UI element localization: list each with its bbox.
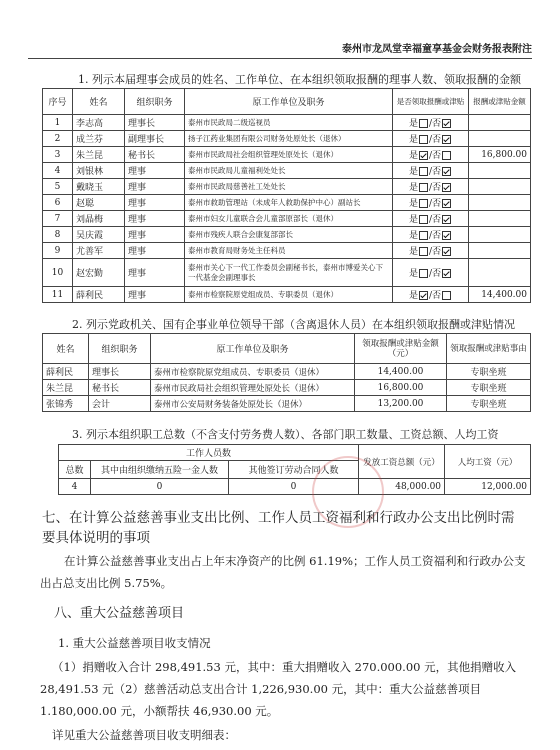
row-unit: 泰州市民政局社会组织管理处原处长（退休） [185,147,393,163]
paid-choice: 是 /否 [393,131,469,147]
no-label: 否 [432,269,442,279]
checkbox-icon [419,247,428,256]
row-no: 5 [43,179,73,195]
row-role: 理事 [125,179,185,195]
no-label: 否 [432,183,442,193]
row-name: 朱兰昆 [73,147,125,163]
row-amount [469,179,531,195]
section8-title: 八、重大公益慈善项目 [54,606,185,621]
officials-table [42,333,531,412]
section8-note: 详见重大公益慈善项目收支明细表： [52,728,236,742]
checkbox-icon [442,167,451,176]
no-label: 否 [432,231,442,241]
row-name: 赵聪 [73,195,125,211]
row-role: 理事 [125,227,185,243]
paid-choice: 是 /否 [393,227,469,243]
checkbox-icon [419,183,428,192]
table-row [43,259,531,287]
table-row [43,380,531,396]
row-no: 9 [43,243,73,259]
col-header: 姓名 [43,334,89,364]
yes-label: 是 [408,151,418,161]
avg-header: 人均工资（元） [445,445,531,479]
checkbox-icon [419,135,428,144]
yes-label: 是 [408,199,418,209]
yes-label: 是 [408,215,418,225]
paid-choice: 是 /否 [393,179,469,195]
col-header: 报酬或津贴金额 [469,89,531,115]
table-row [43,211,531,227]
section7-text: 在计算公益慈善事业支出占上年末净资产的比例 61.19%；工作人员工资福利和行政办公支出占总支出比例 5.75%。 [40,554,526,590]
paid-choice: 是 /否 [393,195,469,211]
yes-label: 是 [408,231,418,241]
table-row [43,147,531,163]
row-unit: 泰州市民政局儿童福利处处长 [185,163,393,179]
row-name: 吴庆霞 [73,227,125,243]
table-row [43,115,531,131]
table-row [43,396,531,412]
row-unit: 泰州市妇女儿童联合会儿童部原部长（退休） [185,211,393,227]
no-label: 否 [432,291,442,301]
no-label: 否 [432,167,442,177]
row-unit: 泰州市检察院原党组成员、专职委员（退休） [151,364,355,380]
salary-header: 发放工资总额（元） [359,445,445,479]
table-row [43,227,531,243]
paid-choice: 是 /否 [393,115,469,131]
staff-table [58,444,531,495]
no-label: 否 [432,151,442,161]
yes-label: 是 [408,247,418,257]
checkbox-icon [442,291,451,300]
checkbox-icon [419,167,428,176]
avg-cell: 12,000.00 [445,479,531,495]
yes-label: 是 [408,119,418,129]
row-name: 张锦秀 [43,396,89,412]
row-reason: 专职坐班 [447,380,531,396]
row-unit: 泰州市残疾人联合会康复部部长 [185,227,393,243]
row-no: 1 [43,115,73,131]
insured-header: 其中由组织缴纳五险一金人数 [91,461,229,479]
col-header: 领取报酬或津贴金额（元） [355,334,447,364]
checkbox-icon [419,151,428,160]
no-label: 否 [432,135,442,145]
table-row [43,179,531,195]
checkbox-icon [419,199,428,208]
row-no: 8 [43,227,73,243]
row-amount [469,243,531,259]
paid-choice: 是 /否 [393,259,469,287]
row-unit: 泰州市民政局二级巡视员 [185,115,393,131]
row-name: 成兰芬 [73,131,125,147]
row-reason: 专职坐班 [447,396,531,412]
row-unit: 泰州市民政局慈善社工处处长 [185,179,393,195]
row-amount [469,131,531,147]
yes-label: 是 [408,269,418,279]
yes-label: 是 [408,167,418,177]
col-header: 组织职务 [89,334,151,364]
table-row [43,131,531,147]
yes-label: 是 [408,183,418,193]
row-name: 薛利民 [43,364,89,380]
row-no: 6 [43,195,73,211]
table-row [43,195,531,211]
col-header: 原工作单位及职务 [185,89,393,115]
row-amount [469,115,531,131]
total-header: 总数 [59,461,91,479]
section7-title: 七、在计算公益慈善事业支出比例、工作人员工资福利和行政办公支出比例时需要具体说明的事项 [42,510,515,546]
row-unit: 泰州市关心下一代工作委员会副秘书长，泰州市博爱关心下一代基金会副理事长 [185,259,393,287]
checkbox-icon [442,269,451,278]
row-amount: 16,800.00 [469,147,531,163]
table-row [59,479,531,495]
row-role: 会计 [89,396,151,412]
no-label: 否 [432,247,442,257]
paid-choice: 是 /否 [393,211,469,227]
row-name: 薛利民 [73,287,125,303]
checkbox-icon [419,269,428,278]
col-header: 姓名 [73,89,125,115]
row-no: 10 [43,259,73,287]
row-amount [469,227,531,243]
row-reason: 专职坐班 [447,364,531,380]
row-role: 理事 [125,243,185,259]
checkbox-icon [419,215,428,224]
col-header: 序号 [43,89,73,115]
row-name: 李志高 [73,115,125,131]
row-name: 赵宏勤 [73,259,125,287]
row-amount: 13,200.00 [355,396,447,412]
section1-title: 1. 列示本届理事会成员的姓名、工作单位、在本组织领取报酬的理事人数、领取报酬的金额 [78,73,521,86]
paid-choice: 是 /否 [393,287,469,303]
row-name: 尤善军 [73,243,125,259]
row-unit: 泰州市教育局财务处主任科员 [185,243,393,259]
col-header: 组织职务 [125,89,185,115]
row-amount [469,195,531,211]
page-header: 泰州市龙凤堂幸福童享基金会财务报表附注 [28,40,532,59]
row-role: 理事 [125,287,185,303]
staff-group-header: 工作人员数 [59,445,359,461]
no-label: 否 [432,215,442,225]
col-header: 原工作单位及职务 [151,334,355,364]
checkbox-icon [419,119,428,128]
table-row [43,364,531,380]
row-amount [469,259,531,287]
row-name: 刘晶梅 [73,211,125,227]
paid-choice: 是 /否 [393,147,469,163]
yes-label: 是 [408,135,418,145]
paid-choice: 是 /否 [393,243,469,259]
total-cell: 4 [59,479,91,495]
table-row [43,243,531,259]
row-unit: 泰州市检察院原党组成员、专职委员（退休） [185,287,393,303]
section2-title: 2. 列示党政机关、国有企事业单位领导干部（含离退休人员）在本组织领取报酬或津贴情况 [72,318,515,331]
checkbox-icon [419,291,428,300]
row-role: 理事 [125,211,185,227]
col-header: 领取报酬或津贴事由 [447,334,531,364]
yes-label: 是 [408,291,418,301]
row-amount: 14,400.00 [355,364,447,380]
paid-choice: 是 /否 [393,163,469,179]
row-unit: 泰州市救助管理站（未成年人救助保护中心）副站长 [185,195,393,211]
checkbox-icon [442,231,451,240]
col-header: 是否领取报酬或津贴 [393,89,469,115]
salary-cell: 48,000.00 [359,479,445,495]
board-members-table [42,88,531,303]
row-no: 11 [43,287,73,303]
table-row [43,287,531,303]
checkbox-icon [442,247,451,256]
checkbox-icon [442,215,451,224]
row-unit: 泰州市民政局社会组织管理处原处长（退休） [151,380,355,396]
contract-header: 其他签订劳动合同人数 [229,461,359,479]
row-amount: 14,400.00 [469,287,531,303]
row-role: 秘书长 [125,147,185,163]
row-amount [469,211,531,227]
row-role: 理事 [125,195,185,211]
section8-paragraph: （1）捐赠收入合计 298,491.53 元，其中：重大捐赠收入 270.000.00 元，其他捐赠收入 28,491.53 元（2）慈善活动总支出合计 1,226,930.00 元，其中：重大公益慈善项目 1.180,000.00 元，小额帮扶 46,930.00 元。 [40,660,517,718]
row-no: 3 [43,147,73,163]
section3-title: 3. 列示本组织职工总数（不含支付劳务费人数）、各部门职工数量、工资总额、人均工资 [72,428,499,441]
row-no: 2 [43,131,73,147]
row-role: 秘书长 [89,380,151,396]
row-name: 刘银林 [73,163,125,179]
table-row [43,163,531,179]
insured-cell: 0 [91,479,229,495]
no-label: 否 [432,119,442,129]
checkbox-icon [442,199,451,208]
row-role: 理事 [125,163,185,179]
checkbox-icon [442,183,451,192]
row-unit: 扬子江药业集团有限公司财务处原处长（退休） [185,131,393,147]
row-role: 理事长 [125,115,185,131]
row-role: 理事 [125,259,185,287]
row-amount: 16,800.00 [355,380,447,396]
contract-cell: 0 [229,479,359,495]
row-name: 戴晓玉 [73,179,125,195]
checkbox-icon [419,231,428,240]
row-role: 副理事长 [125,131,185,147]
checkbox-icon [442,151,451,160]
checkbox-icon [442,119,451,128]
row-role: 理事长 [89,364,151,380]
no-label: 否 [432,199,442,209]
section8-subtitle: 1. 重大公益慈善项目收支情况 [58,636,211,650]
checkbox-icon [442,135,451,144]
row-amount [469,163,531,179]
row-no: 4 [43,163,73,179]
row-name: 朱兰昆 [43,380,89,396]
row-unit: 泰州市公安局财务装备处原处长（退休） [151,396,355,412]
row-no: 7 [43,211,73,227]
